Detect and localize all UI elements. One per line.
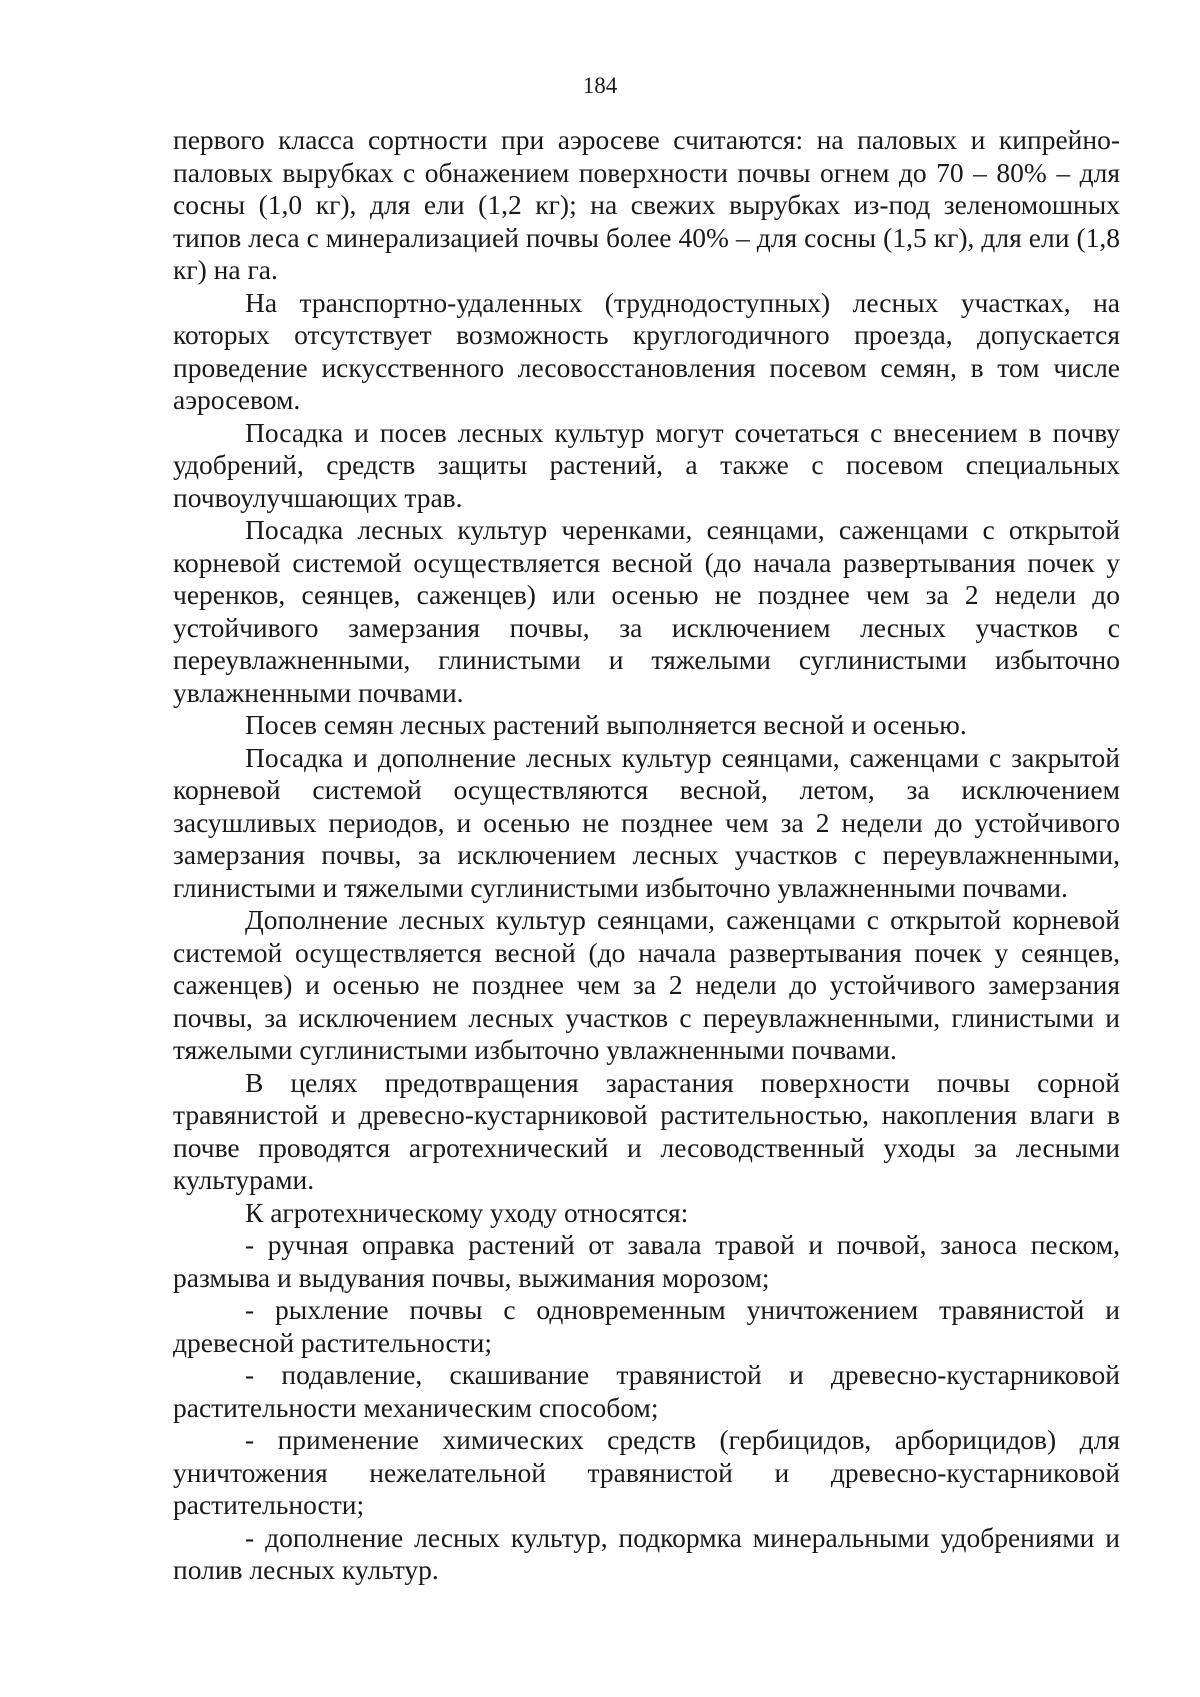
paragraph-open-root-planting: Посадка лесных культур черенками, сеянцами, саженцами с открытой корневой системой осуществляется весной (до начала развертывания почек у черенков, сеянцев, саженцев) или осенью не позднее чем за 2 недели до устойчивого замерзания почвы, за исключением лесных участков с переувлажненными, глинистыми и тяжелыми суглинистыми избыточно увлажненными почвами.	[173, 514, 1120, 708]
document-body	[173, 124, 1120, 1587]
paragraph-remote-areas: На транспортно-удаленных (труднодоступных) лесных участках, на которых отсутствует возможность круглогодичного проезда, допускается проведение искусственного лесовосстановления посевом семян, в том числе аэросевом.	[173, 286, 1120, 415]
paragraph-seed-sowing: Посев семян лесных растений выполняется весной и осенью.	[245, 709, 967, 740]
paragraph-continuation: первого класса сортности при аэросеве считаются: на паловых и кипрейно-паловых вырубках с обнажением поверхности почвы огнем до 70 – 80% – для сосны (1,0 кг), для ели (1,2 кг); на свежих вырубках из-под зеленомошных типов леса с минерализацией почвы более 40% – для сосны (1,5 кг), для ели (1,8 кг) на га.	[173, 124, 1120, 285]
list-item: - ручная оправка растений от завала травой и почвой, заноса песком, размыва и выдувания почвы, выжимания морозом;	[173, 1229, 1120, 1293]
page-number: 184	[582, 73, 618, 98]
list-item: - рыхление почвы с одновременным уничтожением травянистой и древесной растительности;	[173, 1294, 1120, 1358]
list-item: - применение химических средств (гербицидов, арборицидов) для уничтожения нежелательной травянистой и древесно-кустарниковой растительности;	[173, 1424, 1120, 1520]
paragraph-agrotech-intro: К агротехническому уходу относятся:	[245, 1196, 689, 1228]
paragraph-closed-root-planting: Посадка и дополнение лесных культур сеянцами, саженцами с закрытой корневой системой осуществляются весной, летом, за исключением засушливых периодов, и осенью не позднее чем за 2 недели до устойчивого замерзания почвы, за исключением лесных участков с переувлажненными, глинистыми и тяжелыми суглинистыми избыточно увлажненными почвами.	[173, 741, 1120, 903]
list-item: - дополнение лесных культур, подкормка минеральными удобрениями и полив лесных культур.	[173, 1521, 1120, 1585]
paragraph-supplementing: Дополнение лесных культур сеянцами, саженцами с открытой корневой системой осуществляется весной (до начала развертывания почек у сеянцев, саженцев) и осенью не позднее чем за 2 недели до устойчивого замерзания почвы, за исключением лесных участков с переувлажненными, глинистыми и тяжелыми суглинистыми избыточно увлажненными почвами.	[173, 904, 1120, 1065]
list-item: - подавление, скашивание травянистой и древесно-кустарниковой растительности механическим способом;	[173, 1359, 1120, 1423]
paragraph-fertilizers: Посадка и посев лесных культур могут сочетаться с внесением в почву удобрений, средств защиты растений, а также с посевом специальных почвоулучшающих трав.	[173, 416, 1120, 513]
paragraph-care-purpose: В целях предотвращения зарастания поверхности почвы сорной травянистой и древесно-кустарниковой растительностью, накопления влаги в почве проводятся агротехнический и лесоводственный уходы за лесными культурами.	[173, 1066, 1120, 1195]
